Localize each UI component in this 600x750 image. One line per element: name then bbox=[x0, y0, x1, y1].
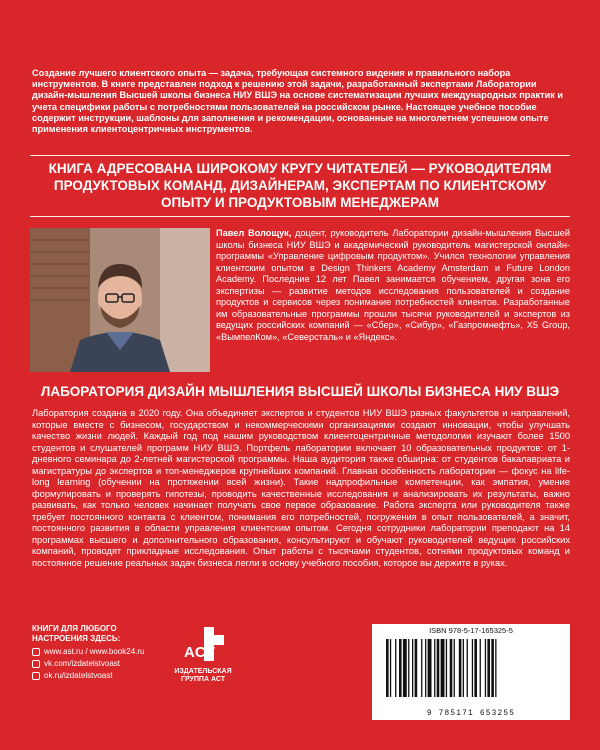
ast-logo-icon bbox=[180, 625, 226, 663]
audience-heading: КНИГА АДРЕСОВАНА ШИРОКОМУ КРУГУ ЧИТАТЕЛЕЙ — РУКОВОДИТЕЛЯМ ПРОДУКТОВЫХ КОМАНД, ДИЗАЙНЕРАМ, ЭКСПЕРТАМ ПО КЛИЕНТСКОМУ ОПЫТУ И ПРОДУКТОВЫМ МЕНЕДЖЕРАМ bbox=[48, 161, 552, 210]
author-photo bbox=[30, 228, 210, 372]
promo-ok-text: ok.ru/izdatelstvoast bbox=[44, 671, 113, 680]
lab-paragraph: Лаборатория создана в 2020 году. Она объединяет экспертов и студентов НИУ ВШЭ разных факультетов и направлений, которые вместе с бизнесом, государством и некоммерческими организациями создают инновации, чтобы улучшать качество жизни людей. Каждый год под нашим руководством клиентоцентричные методологии изучают более 1500 студентов и слушателей программ НИУ ВШЭ. Портфель лаборатории включает 10 образовательных продуктов: от 1-дневного семинара до 2-летней магистерской программы. Наша аудитория также обширна: от студентов бакалавриата и магистратуры до экспертов и топ-менеджеров крупнейших компаний. Главная особенность лаборатории — фокус на life-long learning (обучении на протяжении всей жизни). Такие надпрофильные компетенции, как эмпатия, умение формулировать и проверять гипотезы, проводить качественные исследования и анализировать их результаты, важно развивать, как только человек начинает получать свое первое образование. Работа эксперта или руководителя также требует постоянного контакта с клиентом, понимания его потребностей, погружения в опыт пользователей, а значит, постоянного развития в области управления клиентским опытом. Сегодня сотрудники лаборатории преподают на 14 программах высшего и дополнительного образования, консультируют и обучают руководителей ведущих российских компаний, проводят прикладные исследования. Опыт работы с тысячами студентов, сотнями продуктовых команд и постоянное решение реальных задач бизнеса легли в основу учебного пособия, которое вы держите в руках. bbox=[32, 408, 570, 568]
publisher-logo bbox=[168, 625, 238, 695]
promo-vk-text: vk.com/izdatelstvoast bbox=[44, 659, 121, 668]
author-bio bbox=[216, 228, 570, 343]
promo-sites-text: www.ast.ru / www.book24.ru bbox=[44, 647, 145, 656]
vk-icon bbox=[32, 660, 40, 668]
barcode-graphic bbox=[372, 635, 570, 705]
barcode-panel bbox=[372, 624, 570, 720]
publisher-name-line2: ГРУППА АСТ bbox=[181, 676, 225, 683]
isbn-label: ISBN 978-5-17-165325-5 bbox=[429, 626, 513, 635]
lab-heading: ЛАБОРАТОРИЯ ДИЗАЙН МЫШЛЕНИЯ ВЫСШЕЙ ШКОЛЫ БИЗНЕСА НИУ ВШЭ bbox=[40, 384, 560, 399]
promo-heading: КНИГИ ДЛЯ ЛЮБОГО НАСТРОЕНИЯ ЗДЕСЬ: bbox=[32, 624, 121, 643]
ok-icon bbox=[32, 672, 40, 680]
logo-text: ACT bbox=[184, 644, 215, 661]
author-name: Павел Волощук, bbox=[216, 228, 292, 238]
divider-middle bbox=[30, 216, 570, 217]
promo-vk[interactable] bbox=[32, 658, 172, 670]
promo-block bbox=[32, 624, 172, 682]
promo-ok[interactable] bbox=[32, 670, 172, 682]
intro-paragraph: Создание лучшего клиентского опыта — задача, требующая системного видения и правильного набора инструментов. В книге представлен подход к решению этой задачи, разработанный экспертами Лаборатории дизайн-мышления Высшей школы бизнеса НИУ ВШЭ на основе систематизации лучших международных практик и учета специфики работы с потребностями пользователей на российском рынке. Настоящее учебное пособие содержит инструкции, шаблоны для заполнения и рекомендации, основанные на многолетнем успешном опыте применения клиентоцентричных инструментов. bbox=[32, 68, 564, 135]
barcode-digits: 9 785171 653255 bbox=[426, 710, 516, 718]
divider-top bbox=[30, 155, 570, 156]
publisher-name-line1: ИЗДАТЕЛЬСКАЯ bbox=[174, 668, 232, 675]
author-bio-text: доцент, руководитель Лаборатории дизайн-мышления Высшей школы бизнеса НИУ ВШЭ и академический руководитель магистерской онлайн-программы «Управление цифровым продуктом». Учился технологии управления клиентским опытом в Design Thinkers Academy Amsterdam и Future London Academy. Последние 12 лет Павел занимается обучением, другая зона его экспертизы — развитие методов исследования пользователей и создание продуктов и сервисов через понимание потребностей клиентов. Разработанные им образовательные программы прошли тысячи руководителей и экспертов из ведущих российских компаний — «Сбер», «Сибур», «Газпромнефть», X5 Group, «ВымпелКом», «Северсталь» и «Яндекс». bbox=[216, 228, 570, 342]
promo-sites[interactable] bbox=[32, 646, 172, 658]
globe-icon bbox=[32, 648, 40, 656]
